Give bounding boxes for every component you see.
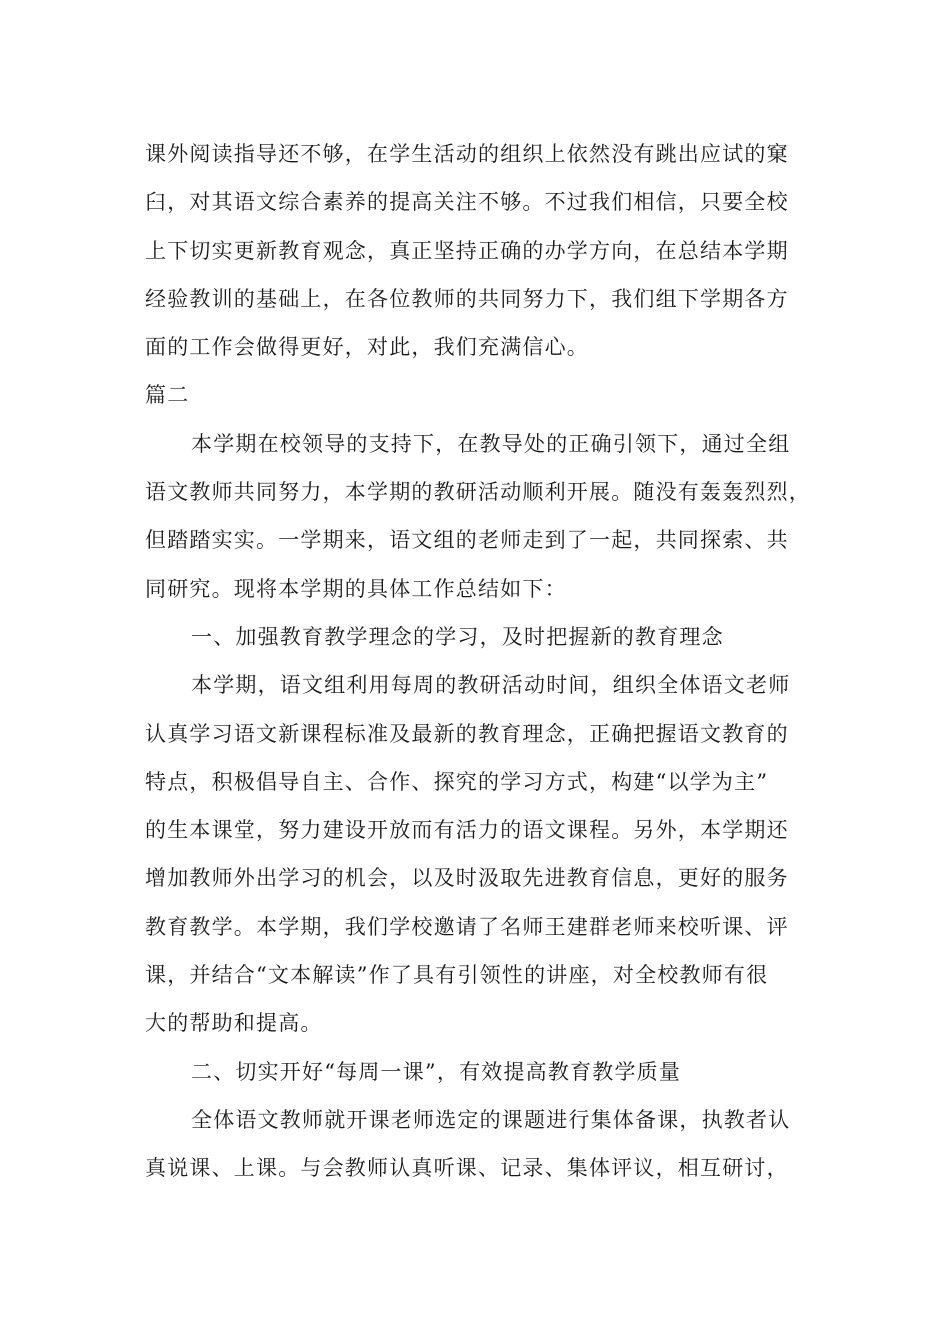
text-line: 面的工作会做得更好，对此，我们充满信心。	[145, 335, 589, 360]
text-line: 同研究。现将本学期的具体工作总结如下：	[145, 576, 567, 601]
text-line: 增加教师外出学习的机会，以及时汲取先进教育信息，更好的服务	[145, 866, 789, 891]
text-line: 语文教师共同努力，本学期的教研活动顺利开展。随没有轰轰烈烈，	[145, 480, 811, 505]
text-line: 但踏踏实实。一学期来，语文组的老师走到了一起，共同探索、共	[145, 528, 789, 553]
text-line: 特点，积极倡导自主、合作、探究的学习方式，构建“以学为主”	[145, 769, 769, 794]
text-line: 一、加强教育教学理念的学习，及时把握新的教育理念	[191, 624, 724, 649]
text-line: 篇二	[145, 383, 190, 408]
text-line: 大的帮助和提高。	[145, 1011, 323, 1036]
text-line: 认真学习语文新课程标准及最新的教育理念，正确把握语文教育的	[145, 721, 789, 746]
text-line: 教育教学。本学期，我们学校邀请了名师王建群老师来校听课、评	[145, 914, 789, 939]
text-line: 二、切实开好“每周一课”，有效提高教育教学质量	[191, 1059, 682, 1084]
text-line: 上下切实更新教育观念，真正坚持正确的办学方向，在总结本学期	[145, 238, 789, 263]
text-line: 课外阅读指导还不够，在学生活动的组织上依然没有跳出应试的窠	[145, 142, 789, 166]
text-line: 臼，对其语文综合素养的提高关注不够。不过我们相信，只要全校	[145, 190, 789, 215]
text-line: 全体语文教师就开课老师选定的课题进行集体备课，执教者认	[191, 1107, 791, 1132]
text-line: 的生本课堂，努力建设开放而有活力的语文课程。另外，本学期还	[145, 818, 789, 843]
text-line: 本学期，语文组利用每周的教研活动时间，组织全体语文老师	[191, 673, 791, 698]
text-line: 经验教训的基础上，在各位教师的共同努力下，我们组下学期各方	[145, 286, 789, 311]
document-body	[145, 130, 811, 1193]
text-line: 真说课、上课。与会教师认真听课、记录、集体评议，相互研讨，	[145, 1156, 789, 1181]
text-line: 课，并结合“文本解读”作了具有引领性的讲座，对全校教师有很	[145, 963, 769, 988]
text-line: 本学期在校领导的支持下，在教导处的正确引领下，通过全组	[191, 431, 791, 456]
